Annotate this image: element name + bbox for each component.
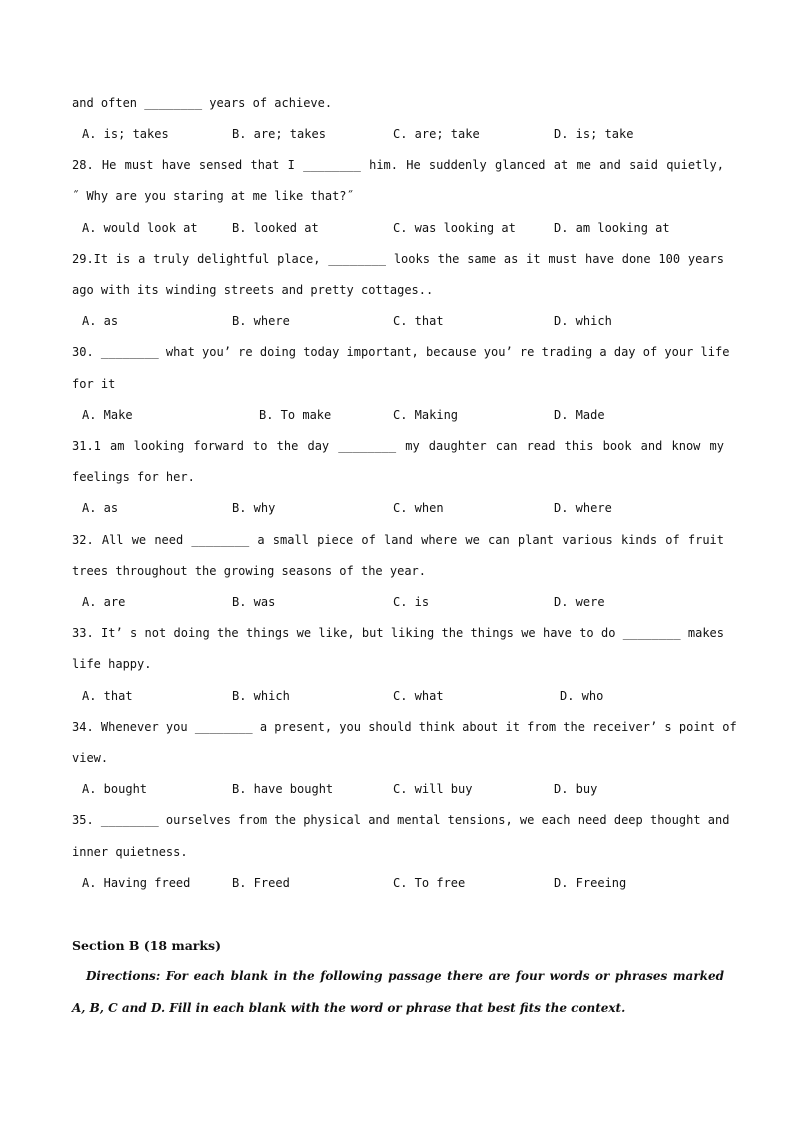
directions-line: A, B, C and D. Fill in each blank with the word or phrase that best fits the context. bbox=[72, 1001, 626, 1015]
option-b[interactable]: B. have bought bbox=[232, 782, 334, 796]
option-c[interactable]: C. was looking at bbox=[393, 221, 516, 235]
option-d[interactable]: D. is; take bbox=[554, 127, 634, 141]
question-stem-line: 29.It is a truly delightful place, ________ looks the same as it must have done 100 years bbox=[72, 252, 724, 266]
option-a[interactable]: A. as bbox=[82, 314, 119, 328]
option-d[interactable]: D. which bbox=[554, 314, 612, 328]
option-c[interactable]: C. To free bbox=[393, 876, 466, 890]
question-stem-line: 33. It’ s not doing the things we like, but liking the things we have to do ________ makes bbox=[72, 626, 724, 640]
question-stem-line: life happy. bbox=[72, 657, 152, 671]
option-d[interactable]: D. were bbox=[554, 595, 605, 609]
option-a[interactable]: A. Having freed bbox=[82, 876, 191, 890]
question-stem-line: feelings for her. bbox=[72, 470, 195, 484]
option-b[interactable]: B. where bbox=[232, 314, 290, 328]
section-title: Section B (18 marks) bbox=[72, 938, 221, 953]
option-a[interactable]: A. are bbox=[82, 595, 126, 609]
option-d[interactable]: D. who bbox=[560, 689, 604, 703]
option-d[interactable]: D. where bbox=[554, 501, 612, 515]
question-stem-line: and often ________ years of achieve. bbox=[72, 96, 333, 110]
option-a[interactable]: A. as bbox=[82, 501, 119, 515]
option-c[interactable]: C. is bbox=[393, 595, 430, 609]
option-b[interactable]: B. To make bbox=[259, 408, 332, 422]
question-stem-line: 35. ________ ourselves from the physical and mental tensions, we each need deep thought and bbox=[72, 813, 730, 827]
question-stem-line: inner quietness. bbox=[72, 845, 188, 859]
option-d[interactable]: D. am looking at bbox=[554, 221, 670, 235]
option-b[interactable]: B. which bbox=[232, 689, 290, 703]
question-stem-line: ˝ Why are you staring at me like that?˝ bbox=[72, 189, 354, 203]
question-stem-line: view. bbox=[72, 751, 109, 765]
option-b[interactable]: B. why bbox=[232, 501, 276, 515]
question-stem-line: for it bbox=[72, 377, 116, 391]
option-c[interactable]: C. Making bbox=[393, 408, 459, 422]
option-d[interactable]: D. Freeing bbox=[554, 876, 627, 890]
option-c[interactable]: C. that bbox=[393, 314, 444, 328]
option-b[interactable]: B. was bbox=[232, 595, 276, 609]
question-stem-line: 31.1 am looking forward to the day ________ my daughter can read this book and know my bbox=[72, 439, 724, 453]
question-stem-line: 34. Whenever you ________ a present, you should think about it from the receiver’ s point of bbox=[72, 720, 737, 734]
option-a[interactable]: A. that bbox=[82, 689, 133, 703]
question-stem-line: 30. ________ what you’ re doing today important, because you’ re trading a day of your life bbox=[72, 345, 730, 359]
option-a[interactable]: A. would look at bbox=[82, 221, 198, 235]
option-b[interactable]: B. looked at bbox=[232, 221, 319, 235]
option-d[interactable]: D. Made bbox=[554, 408, 605, 422]
option-a[interactable]: A. Make bbox=[82, 408, 133, 422]
option-c[interactable]: C. will buy bbox=[393, 782, 473, 796]
option-c[interactable]: C. when bbox=[393, 501, 444, 515]
question-stem-line: ago with its winding streets and pretty cottages.. bbox=[72, 283, 434, 297]
option-c[interactable]: C. what bbox=[393, 689, 444, 703]
question-stem-line: 28. He must have sensed that I ________ him. He suddenly glanced at me and said quietly, bbox=[72, 158, 724, 172]
option-a[interactable]: A. is; takes bbox=[82, 127, 169, 141]
option-a[interactable]: A. bought bbox=[82, 782, 148, 796]
option-b[interactable]: B. are; takes bbox=[232, 127, 326, 141]
question-stem-line: trees throughout the growing seasons of the year. bbox=[72, 564, 427, 578]
directions-line: Directions: For each blank in the following passage there are four words or phrases marked bbox=[86, 969, 724, 983]
option-c[interactable]: C. are; take bbox=[393, 127, 480, 141]
option-b[interactable]: B. Freed bbox=[232, 876, 290, 890]
option-d[interactable]: D. buy bbox=[554, 782, 598, 796]
question-stem-line: 32. All we need ________ a small piece of land where we can plant various kinds of fruit bbox=[72, 533, 724, 547]
